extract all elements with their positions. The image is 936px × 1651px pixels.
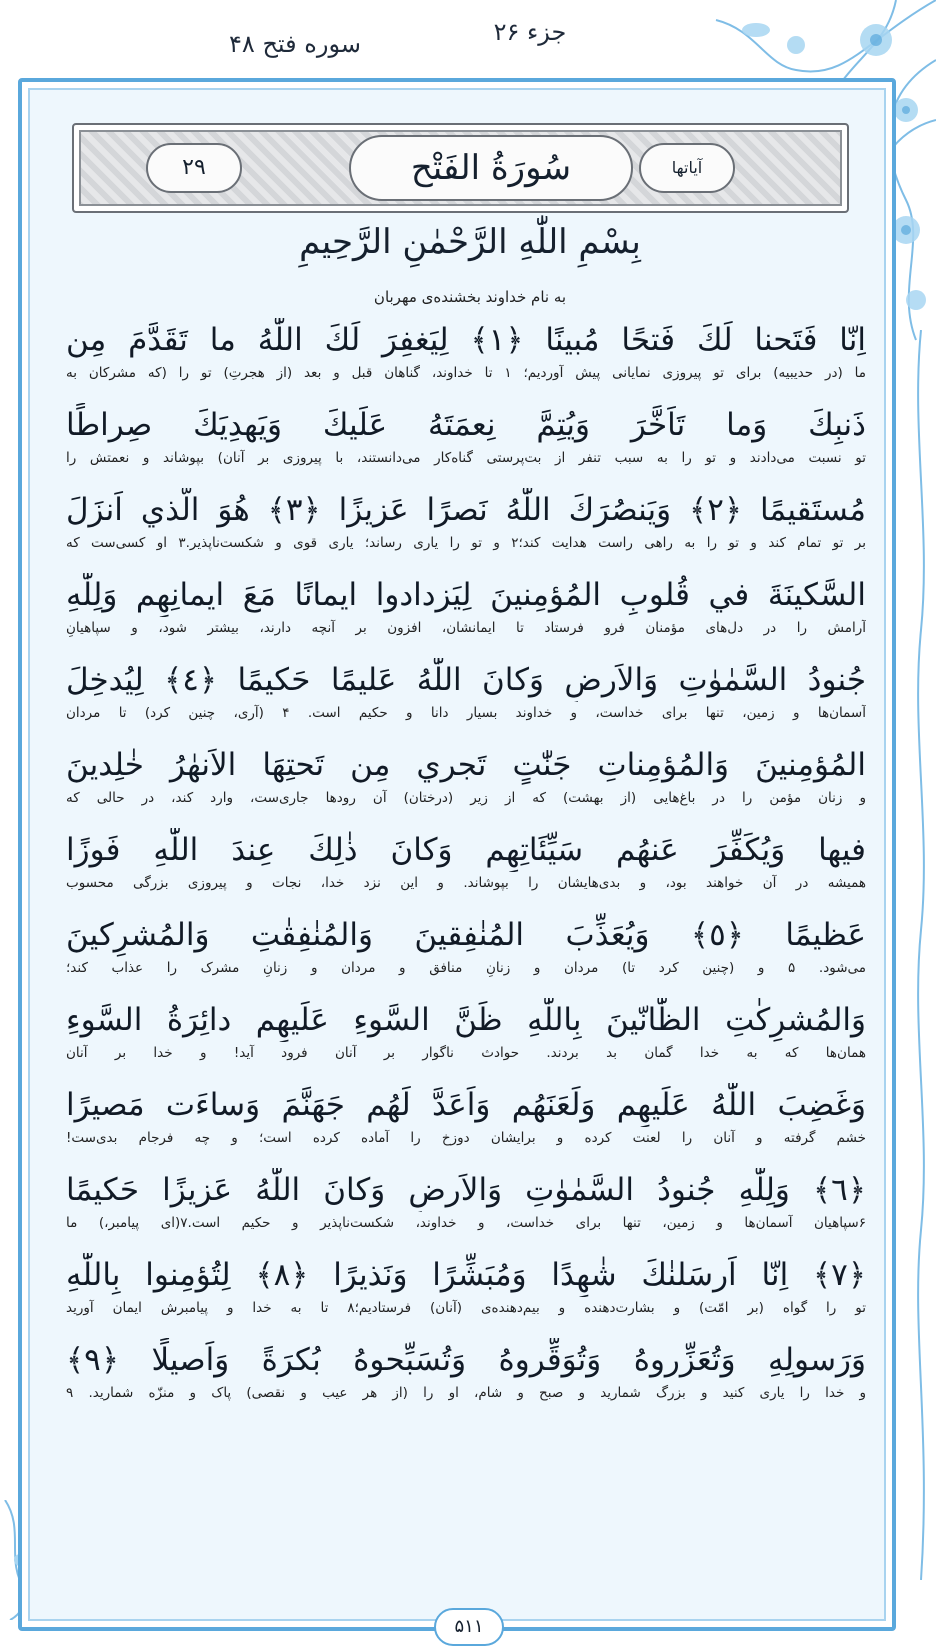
verse-line-arabic: مُستَقيمًا ﴿٢﴾ وَيَنصُرَكَ اللّٰهُ نَصرًا عَزيزًا ﴿٣﴾ هُوَ الَّذي اَنزَلَ — [66, 492, 866, 528]
verse-line-translation: بر تو تمام کند و تو را به راهی راست هدایت کند؛۲ و تو را یاری رساند؛ یاری قوی و شکست‌ناپذیر.۳ او کسی‌ست که — [66, 535, 866, 551]
verse-line-arabic: جُنودُ السَّمٰوٰتِ وَالاَرضِ وَكانَ اللّٰهُ عَليمًا حَكيمًا ﴿٤﴾ لِيُدخِلَ — [66, 662, 866, 698]
verse-line-translation: خشم گرفته و آنان را لعنت کرده و برایشان دوزخ را آماده کرده است؛ و چه فرجام بدی‌ست! — [66, 1130, 866, 1146]
basmala-translation: به نام خداوند بخشنده‌ی مهربان — [373, 288, 567, 306]
verse-line-translation: همیشه در آن خواهند بود، و بدی‌هایشان را بپوشاند. و این نزد خدا، نجات و پیروزی بزرگی محسوب — [66, 875, 866, 891]
surah-header-label: سوره فتح ۴۸ — [229, 30, 361, 58]
page-number: ۵۱۱ — [434, 1608, 504, 1646]
verse-line-translation: تو نسبت می‌دادند و تو را به سبب تنفر از بت‌پرستی گناه‌کار می‌دانستند، با پیروزی بر آنان) بپوشاند و نعمتش را — [66, 450, 866, 466]
verse-line-translation: ما (در حدیبیه) برای تو پیروزی نمایانی پیش آوردیم؛ ۱ تا خداوند، گناهان قبل و بعد (از هجرتِ) تو را (که مشرکان به — [66, 365, 866, 381]
basmala-arabic: بِسْمِ اللّٰهِ الرَّحْمٰنِ الرَّحِيمِ — [299, 222, 641, 262]
verse-line-arabic: ذَنبِكَ وَما تَاَخَّرَ وَيُتِمَّ نِعمَتَهُ عَلَيكَ وَيَهدِيَكَ صِراطًا — [66, 407, 866, 443]
verse-line-arabic: وَغَضِبَ اللّٰهُ عَلَيهِم وَلَعَنَهُم وَاَعَدَّ لَهُم جَهَنَّمَ وَساءَت مَصيرًا — [66, 1087, 866, 1123]
verse-line-arabic: المُؤمِنينَ وَالمُؤمِناتِ جَنّٰتٍ تَجري مِن تَحتِهَا الاَنهٰرُ خٰلِدينَ — [66, 747, 866, 783]
juz-label: جزء ۲۶ — [493, 18, 567, 46]
verse-line-translation: می‌شود. ۵ و (چنین کرد تا) مردان و زنانِ منافق و مردان و زنانِ مشرک را عذاب کند؛ — [66, 960, 866, 976]
verse-line-translation: و خدا را یاری کنید و بزرگ شمارید و صبح و شام، او را (از هر عیب و نقصی) پاک و منزّه شمارید. ۹ — [66, 1385, 866, 1401]
verse-line-arabic: السَّكينَةَ في قُلوبِ المُؤمِنينَ لِيَزدادوا ايمانًا مَعَ ايمانِهِم وَلِلّٰهِ — [66, 577, 866, 613]
ayah-count: ۲۹ — [146, 143, 242, 193]
verses-block — [66, 318, 866, 1423]
verse-line-translation: آرامش را در دل‌های مؤمنان فرو فرستاد تا ایمانشان، افزون بر آنچه دارند، بیشتر شود، و سپاهیانِ — [66, 620, 866, 636]
ayat-label: آیاتها — [639, 143, 735, 193]
side-vine-icon — [906, 330, 936, 1580]
verse-line-translation: و زنان مؤمن را در باغ‌هایی (از بهشت) که از زیر (درختان) آن رودها جاری‌ست، وارد کند، در حالی که — [66, 790, 866, 806]
verse-line-arabic: وَرَسولِهِ وَتُعَزِّروهُ وَتُوَقِّروهُ وَتُسَبِّحوهُ بُكرَةً وَاَصيلًا ﴿٩﴾ — [66, 1342, 866, 1378]
verse-line-arabic: وَالمُشرِكٰتِ الظّٰانّينَ بِاللّٰهِ ظَنَّ السَّوءِ عَلَيهِم دائِرَةُ السَّوءِ — [66, 1002, 866, 1038]
verse-line-translation: تو را گواه (بر امّت) و بشارت‌دهنده و بیم‌دهنده‌ی (آنان) فرستادیم؛۸ تا به خدا و پیامبرش ایمان آورید — [66, 1300, 866, 1316]
verse-line-translation: همان‌ها که به خدا گمان بد بردند. حوادث ناگوار بر آنان فرود آید! و خدا بر آنان — [66, 1045, 866, 1061]
surah-title: سُورَةُ الفَتْح — [349, 135, 633, 201]
verse-line-arabic: اِنّا فَتَحنا لَكَ فَتحًا مُبينًا ﴿١﴾ لِيَغفِرَ لَكَ اللّٰهُ ما تَقَدَّمَ مِن — [66, 322, 866, 358]
verse-line-arabic: ﴿٧﴾ اِنّا اَرسَلنٰكَ شٰهِدًا وَمُبَشِّرًا وَنَذيرًا ﴿٨﴾ لِتُؤمِنوا بِاللّٰهِ — [66, 1257, 866, 1293]
verse-line-translation: آسمان‌ها و زمین، تنها برای خداست، و خداوند بسیار دانا و حکیم است. ۴ (آری، چنین کرد) تا مردان — [66, 705, 866, 721]
verse-line-arabic: فيها وَيُكَفِّرَ عَنهُم سَيِّئَاتِهِم وَكانَ ذٰلِكَ عِندَ اللّٰهِ فَوزًا — [66, 832, 866, 868]
verse-line-arabic: عَظيمًا ﴿٥﴾ وَيُعَذِّبَ المُنٰفِقينَ وَالمُنٰفِقٰتِ وَالمُشرِكينَ — [66, 917, 866, 953]
verse-line-translation: ۶سپاهیان آسمان‌ها و زمین، تنها برای خداست، و خداوند، شکست‌ناپذیر و حکیم است.۷(ای پیامبر،) ما — [66, 1215, 866, 1231]
verse-line-arabic: ﴿٦﴾ وَلِلّٰهِ جُنودُ السَّمٰوٰتِ وَالاَرضِ وَكانَ اللّٰهُ عَزيزًا حَكيمًا — [66, 1172, 866, 1208]
surah-title-banner — [72, 123, 849, 213]
